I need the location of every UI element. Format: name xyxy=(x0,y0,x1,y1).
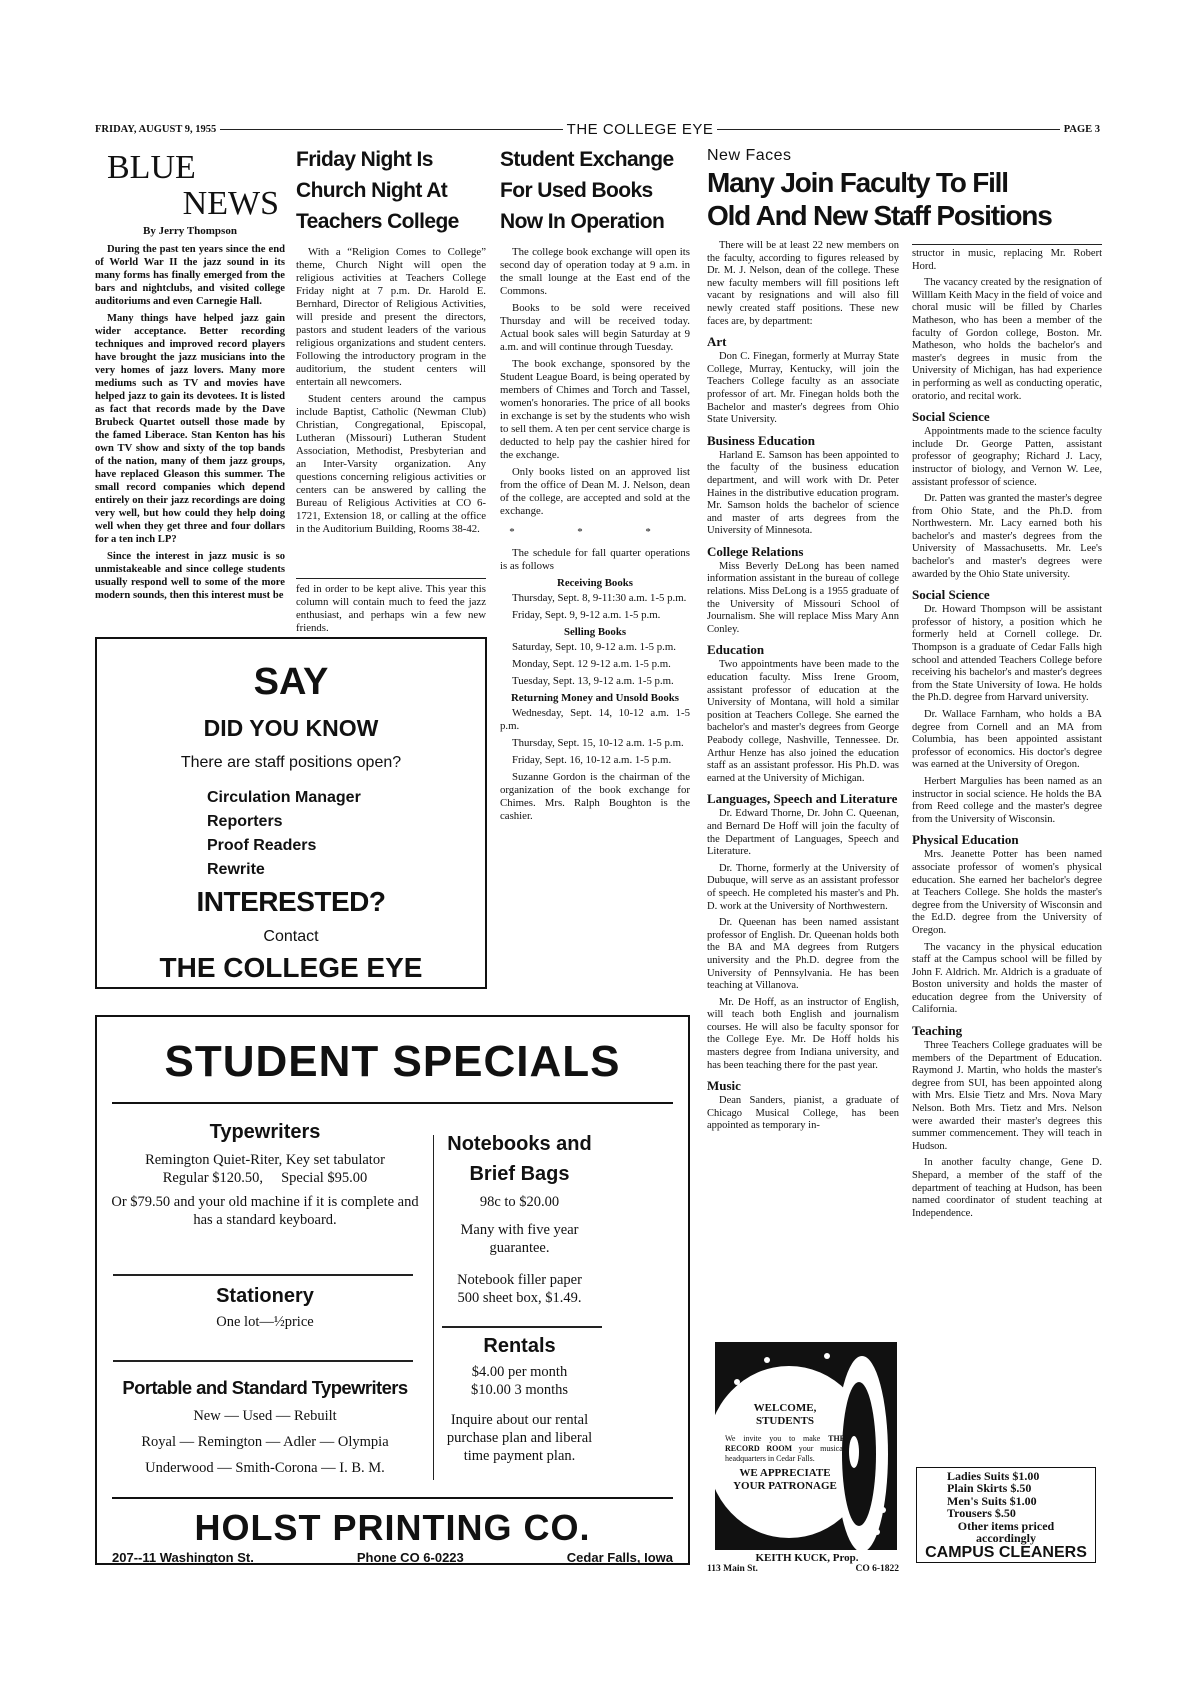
headline-line: Now In Operation xyxy=(500,210,665,233)
section-heading: Languages, Speech and Literature xyxy=(707,791,898,807)
welcome-text: WELCOME, STUDENTS xyxy=(753,1402,817,1427)
company-address: 207--11 Washington St. xyxy=(112,1550,254,1565)
typewriters-section xyxy=(109,1117,421,1229)
header-rule xyxy=(220,129,562,130)
article-paragraph: Only books listed on an approved list from the office of Dean M. J. Nelson, dean of the college, are accepted and sold at the exchange. xyxy=(500,466,690,517)
campus-cleaners-ad xyxy=(916,1467,1096,1563)
faculty-article-col2 xyxy=(912,248,1102,1460)
condition-list: New — Used — Rebuilt xyxy=(193,1408,337,1424)
section-heading: Portable and Standard Typewriters xyxy=(122,1377,408,1398)
article-paragraph: Don C. Finegan, formerly at Murray State College, Murray, Kentucky, will join the Teachers College faculty as an associate professor of art. Mr. Finegan holds both the Bachelor and master's degrees from Ohio State University. xyxy=(707,351,899,426)
blue-news-title-line1: BLUE xyxy=(107,149,196,186)
byline: By Jerry Thompson xyxy=(143,225,237,237)
price-list xyxy=(917,1468,1095,1520)
schedule-item: Thursday, Sept. 15, 10-12 a.m. 1-5 p.m. xyxy=(512,737,684,749)
company-name: HOLST PRINTING CO. xyxy=(194,1507,591,1548)
article-paragraph: Books to be sold were received Thursday and will be received today. Actual book sales will begin Saturday at 9 a.m. and will continue through Tuesday. xyxy=(500,302,690,353)
page-header xyxy=(95,120,1100,138)
schedule-heading: Selling Books xyxy=(563,626,627,638)
article-paragraph: Mr. De Hoff, as an instructor of English, will teach both English and journalism courses. He will also be faculty sponsor for the College Eye. Mr. De Hoff holds his masters degree from Indiana university, and has been teaching there for the past year. xyxy=(707,996,899,1071)
faculty-headline xyxy=(707,146,1107,232)
article-paragraph: Dr. Thorne, formerly at the University of Dubuque, will serve as an assistant professor of speech. He completed his master's and Ph. D. work at the University of Northwestern. xyxy=(707,862,899,912)
schedule-heading: Returning Money and Unsold Books xyxy=(511,692,679,704)
ad-rule xyxy=(113,1360,413,1362)
ad-question: There are staff positions open? xyxy=(180,754,402,771)
ad-say: SAY xyxy=(253,661,329,703)
ad-did-you-know: DID YOU KNOW xyxy=(203,715,379,741)
record-room-ad xyxy=(707,1342,899,1574)
price-item: Trousers $.50 xyxy=(947,1506,1016,1521)
section-heading: Rentals xyxy=(483,1335,556,1357)
section-heading: Notebooks and xyxy=(447,1133,592,1155)
section-heading: Physical Education xyxy=(912,832,1019,848)
article-paragraph: structor in music, replacing Mr. Robert Hord. xyxy=(912,248,1102,272)
article-paragraph: Harland E. Samson has been appointed to the faculty of the business education department, and will work with Dr. Peter Haines in the distributive education program. Mr. Samson holds the bachelor of science and master of arts degrees from the University of Minnesota. xyxy=(707,449,899,537)
rentals-section xyxy=(437,1337,602,1465)
section-separator: * * * xyxy=(509,526,681,538)
record-contact xyxy=(707,1564,899,1574)
article-paragraph: Dr. Howard Thompson will be assistant professor of history, a position which he formerly held at Cornell college. Dr. Thompson is a graduate of Cedar Falls high school and attended Teachers College before receiving his bachelor's and master's degrees from the State University of Iowa. He holds the Ph.D. degree from Harvard university. xyxy=(912,604,1102,704)
headline-line: For Used Books xyxy=(500,179,653,202)
price-range: 98c to $20.00 xyxy=(479,1194,560,1210)
brand-list: Royal — Remington — Adler — Olympia xyxy=(141,1434,389,1450)
book-exchange-headline xyxy=(500,144,692,237)
article-paragraph: Herbert Margulies has been named as an instructor in social science. He holds the BA from Reed college and the master's degree from the University of Wisconsin. xyxy=(912,775,1102,825)
faculty-article-col1 xyxy=(707,240,899,1338)
filler-paper-offer: Notebook filler paper 500 sheet box, $1.49. xyxy=(457,1272,582,1306)
article-paragraph: The book exchange, sponsored by the Student League Board, is being operated by members of Chimes and Torch and Tassel, women's honoraries. The price of all books in exchange is set by the students who wish to sell them. A ten per cent service charge is deducted to help pay the cashier hired for the exchange. xyxy=(500,358,690,461)
typewriter-prices xyxy=(109,1169,421,1187)
rental-plan-note: Inquire about our rental purchase plan and liberal time payment plan. xyxy=(446,1412,593,1464)
position-item: Rewrite xyxy=(207,861,265,878)
section-heading: Social Science xyxy=(912,409,990,425)
article-paragraph: With a “Religion Comes to College” theme, Church Night will open the religious activities at Teachers College Friday night at 7 p.m. Dr. Harold E. Bernhard, Director of Religious Activities, will preside and present the directors, pastors and student leaders of the various religious organizations and student centers. Following the introductory program in the auditorium, the student centers will entertain all newcomers. xyxy=(296,246,486,388)
ad-contact: Contact xyxy=(263,928,319,945)
article-paragraph: fed in order to be kept alive. This year this column will contain much to feed the jazz enthusiast, and perhaps win a few new friends. xyxy=(296,583,486,634)
invite-line: your musical headquarters in Cedar Falls. xyxy=(725,1444,845,1463)
article-paragraph: Student centers around the campus include Baptist, Catholic (Newman Club) Christian, Congregational, Episcopal, Lutheran (Missouri) Lutheran Student Association, Methodist, Presbyterian and an Inter-Varsity organization. Any questions concerning religious activities or centers can be answered by calling the Bureau of Religious Activities at CO 6-1721, Extension 18, or calling at the office in the Auditorium Building, Rooms 38-42. xyxy=(296,393,486,535)
headline-line: Many Join Faculty To Fill xyxy=(707,167,1008,198)
church-night-article xyxy=(296,246,486,576)
column-divider xyxy=(296,578,486,579)
schedule-heading: Receiving Books xyxy=(557,577,633,589)
notebooks-section xyxy=(437,1129,602,1307)
company-phone: Phone CO 6-0223 xyxy=(356,1550,464,1565)
section-heading: Social Science xyxy=(912,587,990,603)
headline-line: Teachers College xyxy=(296,210,459,233)
special-price: Special $95.00 xyxy=(281,1170,368,1186)
ad-rule xyxy=(112,1497,673,1499)
schedule-item: Friday, Sept. 9, 9-12 a.m. 1-5 p.m. xyxy=(512,609,661,621)
portable-typewriters-section xyxy=(103,1375,427,1481)
staff-recruitment-ad xyxy=(95,637,487,989)
price-item: Men's Suits $1.00 xyxy=(947,1493,1037,1508)
stationery-offer: One lot—½price xyxy=(216,1314,314,1330)
schedule-item: Saturday, Sept. 10, 9-12 a.m. 1-5 p.m. xyxy=(512,641,676,653)
article-paragraph: Many things have helped jazz gain wider acceptance. Better recording techniques and improved record players have brought the jazz musicians into the very homes of jazz lovers. Many more mediums such as TV and movies have helped jazz to gain its devotees. It is listed as fact that records made by the Dave Brubeck Quartet outsell those made by the famed Liberace. Stan Kenton has his own TV show and sixty of the top bands of the nation, many of them jazz groups, have replaced Gleason this summer. The small record companies which depend entirely on their jazz recordings are doing very well, but how could they help doing well when they get three and four dollars for a ten inch LP? xyxy=(95,313,285,545)
record-address: 113 Main St. xyxy=(707,1564,758,1574)
guarantee-note: Many with five year guarantee. xyxy=(460,1222,579,1256)
article-paragraph: Appointments made to the science faculty include Dr. George Patten, assistant professor of geography; Richard J. Lacy, instructor of biology, and Vernon W. Lee, assistant professor of science. xyxy=(912,426,1102,488)
price-item: Other items priced accordingly xyxy=(957,1518,1055,1546)
page-number: PAGE 3 xyxy=(1063,123,1101,135)
appreciate-text: WE APPRECIATE YOUR PATRONAGE xyxy=(733,1467,837,1492)
section-heading: Stationery xyxy=(216,1285,314,1307)
article-paragraph: During the past ten years since the end of World War II the jazz sound in its many forms has finally emerged from the bars and nightclubs, and visited college auditoriums and even Carnegie Hall. xyxy=(95,244,285,307)
blue-news-title-line2: NEWS xyxy=(182,185,279,222)
article-paragraph: Since the interest in jazz music is so unmistakeable and since college students usually respond well to some of the more modern sounds, then this interest must be xyxy=(95,551,285,601)
church-night-headline xyxy=(296,144,488,237)
book-exchange-article xyxy=(500,246,690,1006)
company-city: Cedar Falls, Iowa xyxy=(566,1550,673,1565)
cleaners-name: CAMPUS CLEANERS xyxy=(925,1544,1087,1562)
newspaper-name: THE COLLEGE EYE xyxy=(566,120,714,138)
section-heading: Business Education xyxy=(707,432,816,448)
schedule-item: Friday, Sept. 16, 10-12 a.m. 1-5 p.m. xyxy=(512,754,672,766)
invite-line: We invite you to make xyxy=(725,1434,821,1443)
blue-news-title xyxy=(95,150,285,237)
stationery-section xyxy=(109,1285,421,1331)
brand-list: Underwood — Smith-Corona — I. B. M. xyxy=(145,1460,385,1476)
record-ad-text xyxy=(725,1402,845,1493)
article-paragraph: Suzanne Gordon is the chairman of the organization of the book exchange for Chimes. Mrs. Ralph Boughton is the cashier. xyxy=(500,771,690,822)
trade-in-offer: Or $79.50 and your old machine if it is complete and has a standard keyboard. xyxy=(111,1194,419,1228)
section-heading: Teaching xyxy=(912,1023,963,1039)
article-paragraph: Three Teachers College graduates will be members of the Department of Education. Raymond J. Martin, who holds the master's degree from SUI, has been appointed along with Mrs. Elsie Tietz and Mrs. Nova Mary Nelson. Both Mrs. Tietz and Mrs. Nelson were awarded their master's degrees this summer commencement. They will teach in Hudson. xyxy=(912,1040,1102,1152)
section-heading: Education xyxy=(707,642,765,658)
article-paragraph: Dean Sanders, pianist, a graduate of Chicago Musical College, has been appointed as temporary in- xyxy=(707,1095,899,1132)
company-contact xyxy=(112,1550,673,1565)
ad-rule xyxy=(113,1274,413,1276)
invite-text xyxy=(725,1434,845,1464)
student-specials-ad xyxy=(95,1015,690,1565)
rental-price: $4.00 per month xyxy=(471,1364,568,1380)
schedule-item: Monday, Sept. 12 9-12 a.m. 1-5 p.m. xyxy=(512,658,671,670)
section-heading: Typewriters xyxy=(209,1121,321,1143)
regular-price: Regular $120.50, xyxy=(162,1170,263,1186)
article-paragraph: Two appointments have been made to the education faculty. Miss Irene Groom, assistant professor of education at the University of Montana, will hold a similar position at Teachers College. She earned the bachelor's and master's degrees from George Peabody college, Nashville, Tennessee. Dr. Arthur Henze has also joined the education staff as an assistant professor. His Ph.D. was earned at the University of Michigan. xyxy=(707,659,899,784)
ad-rule xyxy=(442,1326,602,1328)
ad-paper-name: THE COLLEGE EYE xyxy=(159,952,423,983)
issue-date: FRIDAY, AUGUST 9, 1955 xyxy=(95,123,217,135)
store-name: THE RECORD ROOM xyxy=(725,1434,846,1453)
article-paragraph: Mrs. Jeanette Potter has been named associate professor of women's physical education. She earned her bachelor's degree at Teachers College. She holds the master's degree from the University of Wisconsin and the Ed.D. degree from the University of Oregon. xyxy=(912,849,1102,936)
ad-rule xyxy=(112,1102,673,1104)
ad-title: STUDENT SPECIALS xyxy=(164,1037,621,1086)
headline-line: Church Night At xyxy=(296,179,448,202)
section-heading: Brief Bags xyxy=(469,1163,570,1185)
headline-line: Old And New Staff Positions xyxy=(707,200,1052,231)
section-heading: Art xyxy=(707,334,727,350)
schedule-item: Wednesday, Sept. 14, 10-12 a.m. 1-5 p.m. xyxy=(500,707,690,732)
article-paragraph: The college book exchange will open its second day of operation today at 9 a.m. in the small lounge at the East end of the Commons. xyxy=(500,246,690,297)
article-paragraph: Miss Beverly DeLong has been named information assistant in the bureau of college relations. Miss DeLong is a 1955 graduate of the University of Missouri School of Journalism. She will replace Miss Mary Ann Conley. xyxy=(707,560,899,635)
price-item: Ladies Suits $1.00 xyxy=(947,1469,1040,1483)
headline-line: Friday Night Is xyxy=(296,148,433,171)
schedule-item: Tuesday, Sept. 13, 9-12 a.m. 1-5 p.m. xyxy=(512,675,674,687)
positions-list xyxy=(97,786,485,882)
header-rule xyxy=(717,129,1059,130)
price-item: Plain Skirts $.50 xyxy=(947,1481,1032,1496)
schedule-item: Thursday, Sept. 8, 9-11:30 a.m. 1-5 p.m. xyxy=(512,592,687,604)
section-heading: College Relations xyxy=(707,543,804,559)
ad-column-divider xyxy=(433,1135,434,1480)
position-item: Circulation Manager xyxy=(207,789,361,806)
article-paragraph: The vacancy created by the resignation of Willlam Keith Macy in the field of voice and choral music will be filled by Charles Matheson, who has been a member of the faculty of Gordon college, Boston. Mr. Matheson, who holds the bachelor's and master's degrees in music from the University of Michigan, has had experience in performing as well as conducting operatic, oratorio, and recital work. xyxy=(912,277,1102,402)
blue-news-article xyxy=(95,243,285,633)
typewriter-model: Remington Quiet-Riter, Key set tabulator xyxy=(145,1152,385,1168)
article-paragraph: The schedule for fall quarter operations is as follows xyxy=(500,547,690,572)
article-paragraph: Dr. Edward Thorne, Dr. John C. Queenan, and Bernard De Hoff will join the faculty of the Department of Languages, Speech and Literature. xyxy=(707,808,899,858)
rental-price: $10.00 3 months xyxy=(470,1382,569,1398)
blue-news-continuation xyxy=(296,583,486,635)
kicker: New Faces xyxy=(707,147,792,164)
article-paragraph: The vacancy in the physical education staff at the Campus school will be filled by John F. Aldrich. Mr. Aldrich is a graduate of Boston university and holds the master of education degree from the University of California. xyxy=(912,941,1102,1016)
record-owner: KEITH KUCK, Prop. xyxy=(755,1552,859,1564)
position-item: Proof Readers xyxy=(207,837,317,854)
article-paragraph: Dr. Patten was granted the master's degree from Ohio State, and the Ph.D. from Northwestern. Mr. Lacy earned both his bachelor's and master's degrees from the University of Massachusetts. Mr. Lee's bachelor's and master's degrees were awarded by the Ohio State university. xyxy=(912,493,1102,580)
section-heading: Music xyxy=(707,1078,741,1094)
article-paragraph: Dr. Queenan has been named assistant professor of English. Dr. Queenan holds both the BA and MA degrees from Rutgers university and the Ph.D. degree from the University of Pennsylvania. He has been teaching at Villanova. xyxy=(707,917,899,992)
headline-line: Student Exchange xyxy=(500,148,674,171)
article-paragraph: In another faculty change, Gene D. Shepard, a member of the staff of the department of teaching at Hudson, has been named coordinator of student teaching at Independence. xyxy=(912,1157,1102,1219)
article-paragraph: Dr. Wallace Farnham, who holds a BA degree from Cornell and an MA from Columbia, has been appointed assistant professor of economics. His doctor's degree was earned at the University of Oregon. xyxy=(912,709,1102,771)
position-item: Reporters xyxy=(207,813,283,830)
article-paragraph: There will be at least 22 new members on the faculty, according to figures released by Dr. M. J. Nelson, dean of the college. These new faculty members will fill positions left vacant by resignations and will also fill newly created staff positions. These new faces are, by department: xyxy=(707,240,899,327)
ad-interested: INTERESTED? xyxy=(196,886,386,917)
column-divider xyxy=(912,244,1102,245)
record-phone: CO 6-1822 xyxy=(855,1564,899,1574)
